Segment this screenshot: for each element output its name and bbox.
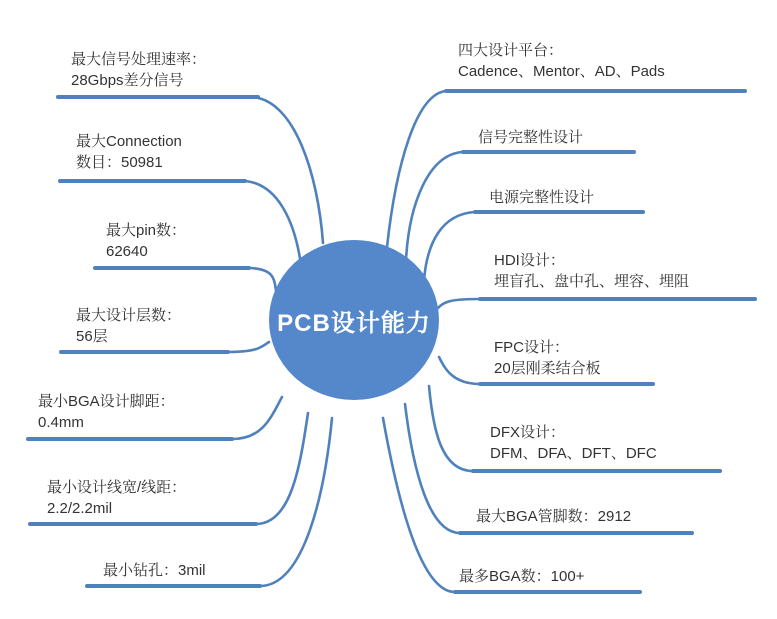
branch-label-line: 埋盲孔、盘中孔、埋容、埋阻 [494,273,690,290]
branch-label-line: DFX设计： [490,424,566,441]
branch-label-right-1 [458,40,665,82]
branch-label-line: 数目：50981 [76,154,163,171]
branch-label-left-1 [71,49,206,91]
branch-label-line: 最小钻孔：3mil [103,562,206,579]
branch-label-line: 最大设计层数： [76,307,182,324]
branch-label-line: Cadence、Mentor、AD、Pads [458,63,665,80]
branch-label-line: 最小BGA设计脚距： [38,393,175,410]
branch-label-line: 最多BGA数：100+ [459,568,585,585]
branch-label-left-2 [76,131,182,173]
branch-label-line: 2.2/2.2mil [47,500,113,517]
branch-label-line: 最大BGA管脚数：2912 [476,508,632,525]
branch-label-line: 20层刚柔结合板 [494,360,601,377]
branch-label-right-2 [478,127,583,148]
branch-label-line: 28Gbps差分信号 [71,72,184,89]
branch-label-line: 信号完整性设计 [478,129,584,146]
branch-label-right-7 [476,506,631,527]
center-node-label: PCB设计能力 [277,309,431,337]
branch-label-right-6 [490,422,657,464]
branch-label-line: HDI设计： [494,252,565,269]
branch-label-line: 最小设计线宽/线距： [47,479,187,496]
branch-label-line: 56层 [76,328,108,345]
connector-left-3 [95,268,278,301]
branch-label-right-8 [459,566,584,587]
branch-label-right-3 [489,187,594,208]
connector-right-1 [387,91,745,247]
branch-label-left-5 [38,391,175,433]
branch-label-left-3 [106,220,186,262]
branch-label-line: 四大设计平台： [458,42,564,59]
branch-label-left-6 [47,477,186,519]
branch-label-line: 最大信号处理速率： [71,51,207,68]
branch-label-line: DFM、DFA、DFT、DFC [490,445,657,462]
branch-label-line: FPC设计： [494,339,570,356]
branch-label-line: 0.4mm [38,414,84,431]
branch-label-right-5 [494,337,601,379]
branch-label-line: 电源完整性设计 [489,189,595,206]
branch-label-left-7 [103,560,206,581]
branch-label-left-4 [76,305,181,347]
branch-label-line: 62640 [106,243,148,260]
branch-label-right-4 [494,250,689,292]
branch-label-line: 最大pin数： [106,222,187,239]
branch-label-line: 最大Connection [76,133,182,150]
